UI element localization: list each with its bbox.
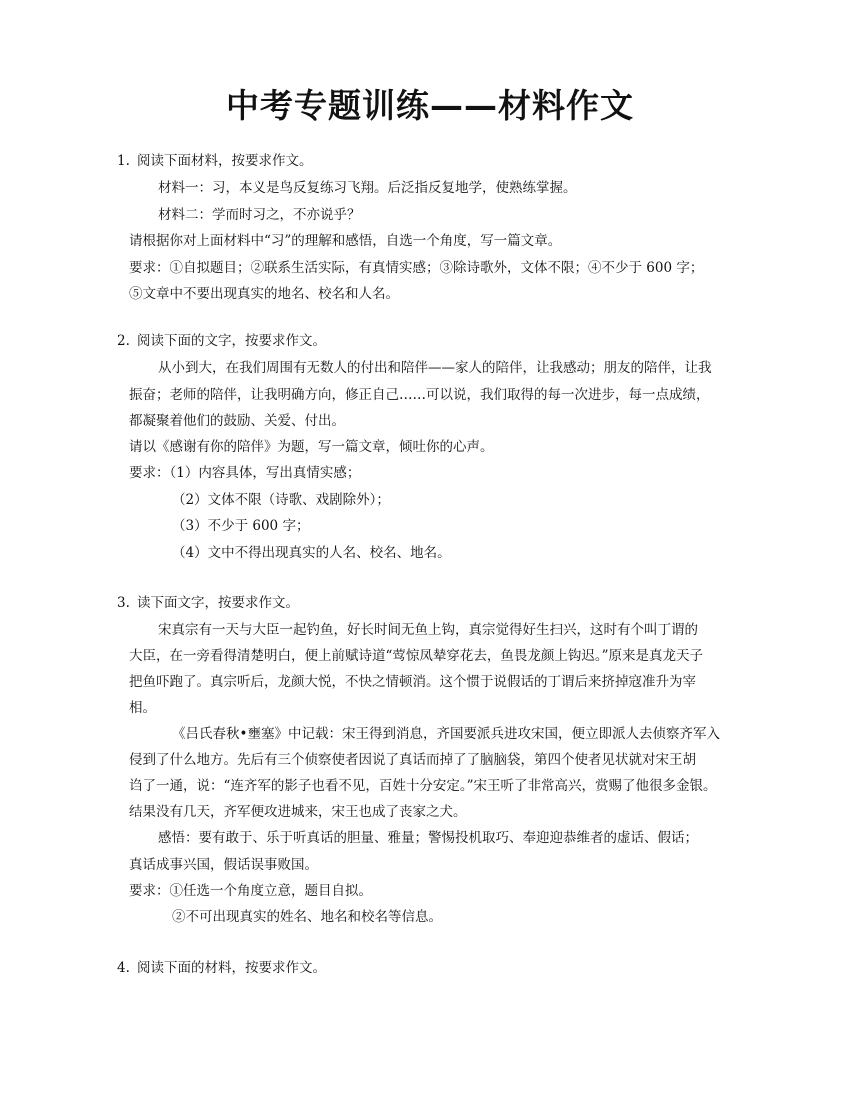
page-title: 中考专题训练——材料作文 <box>226 86 634 125</box>
q2-number: 2. <box>117 333 130 349</box>
q3-paragraph-line-4: 相。 <box>129 700 156 716</box>
q2-requirement-3: （3）不少于 600 字； <box>172 518 310 534</box>
q2-task: 请以《感谢有你的陪伴》为题，写一篇文章，倾吐你的心声。 <box>129 439 494 455</box>
q1-requirement-1: 要求：①自拟题目；②联系生活实际，有真情实感；③除诗歌外，文体不限；④不少于 600 字； <box>129 260 704 276</box>
q3-requirement-1: 要求：①任选一个角度立意，题目自拟。 <box>129 883 372 899</box>
q3-reflection-line-1: 感悟：要有敢于、乐于听真话的胆量、雅量；警惕投机取巧、奉迎迎恭维者的虚话、假话； <box>158 830 698 846</box>
q1-prompt: 阅读下面材料，按要求作文。 <box>137 153 313 169</box>
q2-requirement-4: （4）文中不得出现真实的人名、校名、地名。 <box>172 545 451 561</box>
q2-prompt: 阅读下面的文字，按要求作文。 <box>137 333 326 349</box>
q2-paragraph-line-1: 从小到大，在我们周围有无数人的付出和陪伴——家人的陪伴，让我感动；朋友的陪伴，让我 <box>158 360 712 376</box>
q3-paragraph-line-1: 宋真宗有一天与大臣一起钓鱼，好长时间无鱼上钩，真宗觉得好生扫兴，这时有个叫丁谓的 <box>158 622 698 638</box>
q2-requirement-1: 要求：（1）内容具体，写出真情实感； <box>129 465 361 481</box>
q1-material-2: 材料二：学而时习之，不亦说乎？ <box>158 207 361 223</box>
q3-requirement-2: ②不可出现真实的姓名、地名和校名等信息。 <box>172 909 442 925</box>
q4-heading <box>117 958 326 978</box>
q1-requirement-2: ⑤文章中不要出现真实的地名、校名和人名。 <box>129 286 399 302</box>
q3-paragraph-line-2: 大臣，在一旁看得清楚明白，便上前赋诗道“莺惊凤辇穿花去，鱼畏龙颜上钩迟。”原来是真龙天子 <box>129 648 704 664</box>
q2-requirement-2: （2）文体不限（诗歌、戏剧除外）； <box>172 492 390 508</box>
q1-number: 1. <box>117 153 130 169</box>
q2-paragraph-line-3: 都凝聚着他们的鼓励、关爱、付出。 <box>129 413 345 429</box>
q1-material-1: 材料一：习，本义是鸟反复练习飞翔。后泛指反复地学，使熟练掌握。 <box>158 180 577 196</box>
q3-paragraph-line-8: 结果没有几天，齐军便攻进城来，宋王也成了丧家之犬。 <box>129 804 467 820</box>
q1-heading <box>117 151 313 171</box>
q3-number: 3. <box>117 595 130 611</box>
q4-prompt: 阅读下面的材料，按要求作文。 <box>137 960 326 976</box>
q4-number: 4. <box>117 960 130 976</box>
q2-paragraph-line-2: 振奋；老师的陪伴，让我明确方向，修正自己……可以说，我们取得的每一次进步，每一点成绩， <box>129 387 710 403</box>
q3-paragraph-line-7: 诌了一通，说：“连齐军的影子也看不见，百姓十分安定。”宋王听了非常高兴，赏赐了他很多金银。 <box>129 778 717 794</box>
q3-paragraph-line-6: 侵到了什么地方。先后有三个侦察使者因说了真话而掉了了脑脑袋，第四个使者见状就对宋王胡 <box>129 752 696 768</box>
q3-heading <box>117 593 299 613</box>
q2-heading <box>117 331 326 351</box>
q3-prompt: 读下面文字，按要求作文。 <box>137 595 299 611</box>
q3-reflection-line-2: 真话成事兴国，假话误事败国。 <box>129 857 318 873</box>
q1-task: 请根据你对上面材料中“习”的理解和感悟，自选一个角度，写一篇文章。 <box>129 233 562 249</box>
q3-paragraph-line-5: 《吕氏春秋•壅塞》中记载：宋王得到消息，齐国要派兵进攻宋国，便立即派人去侦察齐军入 <box>172 726 720 742</box>
q3-paragraph-line-3: 把鱼吓跑了。真宗听后，龙颜大悦，不快之情顿消。这个惯于说假话的丁谓后来挤掉寇准升为宰 <box>129 674 696 690</box>
